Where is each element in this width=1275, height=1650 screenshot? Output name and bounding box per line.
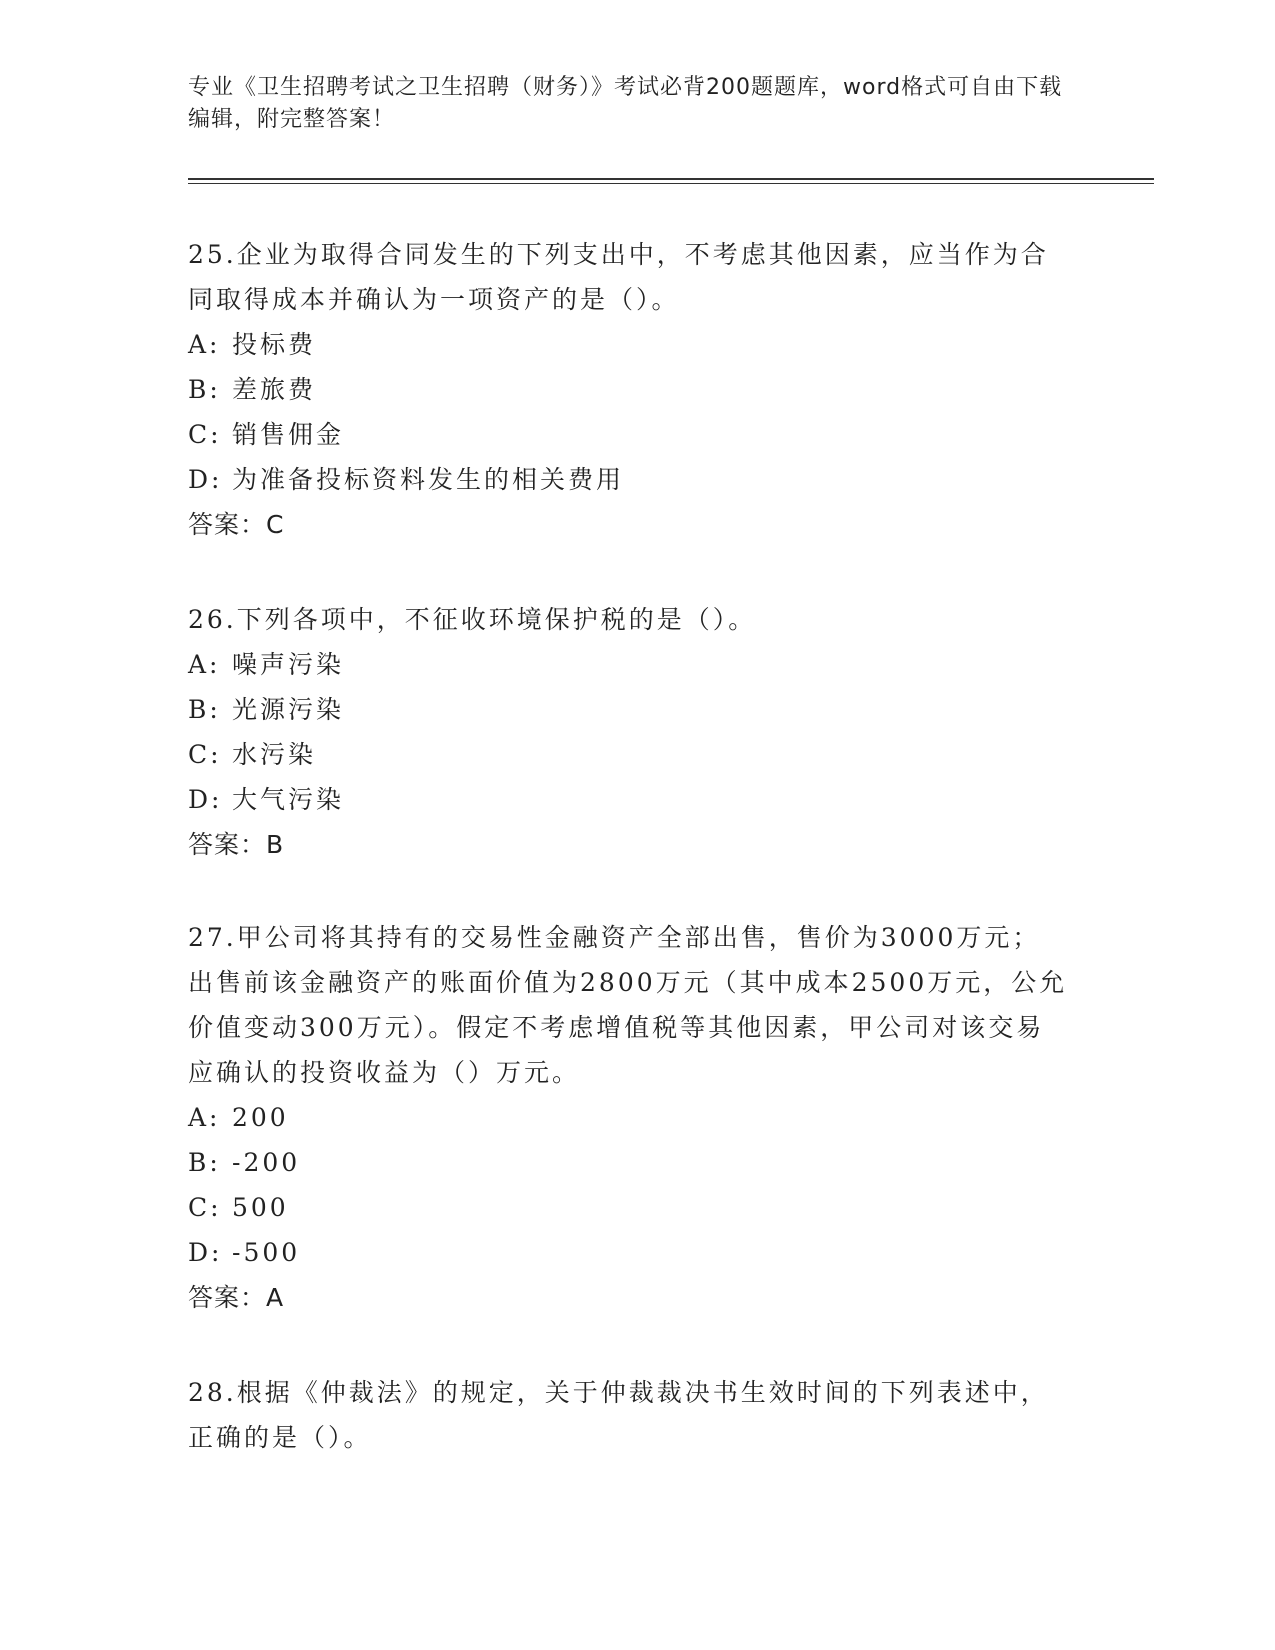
option-b — [188, 367, 1068, 412]
option-key: B: — [188, 375, 221, 404]
option-c — [188, 732, 1068, 777]
answer-line: 答案：A — [188, 1283, 285, 1312]
option-key: B: — [188, 1148, 221, 1177]
option-text: 差旅费 — [232, 375, 317, 404]
question-stem: 27.甲公司将其持有的交易性金融资产全部出售，售价为3000万元；出售前该金融资产的账面价值为2800万元（其中成本2500万元，公允价值变动300万元）。假定不考虑增值税等其他因素，甲公司对该交易应确认的投资收益为（）万元。 — [188, 923, 1068, 1087]
option-text: 光源污染 — [232, 695, 345, 724]
option-text: 销售佣金 — [232, 420, 345, 449]
option-key: A: — [188, 1103, 221, 1132]
answer-line: 答案：C — [188, 510, 285, 539]
option-key: B: — [188, 695, 221, 724]
option-a — [188, 322, 1068, 367]
option-a — [188, 1095, 1068, 1140]
option-a — [188, 642, 1068, 687]
option-c — [188, 1185, 1068, 1230]
answer-line: 答案：B — [188, 830, 285, 859]
option-key: D: — [188, 785, 223, 814]
option-text: 大气污染 — [232, 785, 345, 814]
question-28 — [188, 1370, 1068, 1460]
option-d — [188, 777, 1068, 822]
option-d — [188, 1230, 1068, 1275]
option-text: -200 — [232, 1148, 301, 1177]
option-key: D: — [188, 1238, 223, 1267]
header-divider-thick — [188, 178, 1154, 180]
option-text: 噪声污染 — [232, 650, 345, 679]
option-text: 为准备投标资料发生的相关费用 — [232, 465, 625, 494]
option-key: C: — [188, 1193, 222, 1222]
question-25 — [188, 232, 1068, 547]
option-key: A: — [188, 650, 221, 679]
document-header: 专业《卫生招聘考试之卫生招聘（财务）》考试必背200题题库，word格式可自由下载编辑，附完整答案！ — [188, 75, 1063, 132]
header-divider-thin — [188, 183, 1154, 184]
option-key: A: — [188, 330, 221, 359]
question-stem: 26.下列各项中，不征收环境保护税的是（）。 — [188, 605, 757, 634]
option-b — [188, 687, 1068, 732]
option-d — [188, 457, 1068, 502]
option-b — [188, 1140, 1068, 1185]
option-key: D: — [188, 465, 223, 494]
option-c — [188, 412, 1068, 457]
option-text: -500 — [232, 1238, 301, 1267]
question-27 — [188, 915, 1068, 1320]
option-text: 投标费 — [232, 330, 317, 359]
option-text: 水污染 — [232, 740, 317, 769]
option-key: C: — [188, 420, 222, 449]
question-26 — [188, 597, 1068, 867]
option-text: 200 — [232, 1103, 289, 1132]
option-key: C: — [188, 740, 222, 769]
option-text: 500 — [232, 1193, 289, 1222]
question-stem: 28.根据《仲裁法》的规定，关于仲裁裁决书生效时间的下列表述中，正确的是（）。 — [188, 1378, 1049, 1452]
question-stem: 25.企业为取得合同发生的下列支出中，不考虑其他因素，应当作为合同取得成本并确认为一项资产的是（）。 — [188, 240, 1049, 314]
